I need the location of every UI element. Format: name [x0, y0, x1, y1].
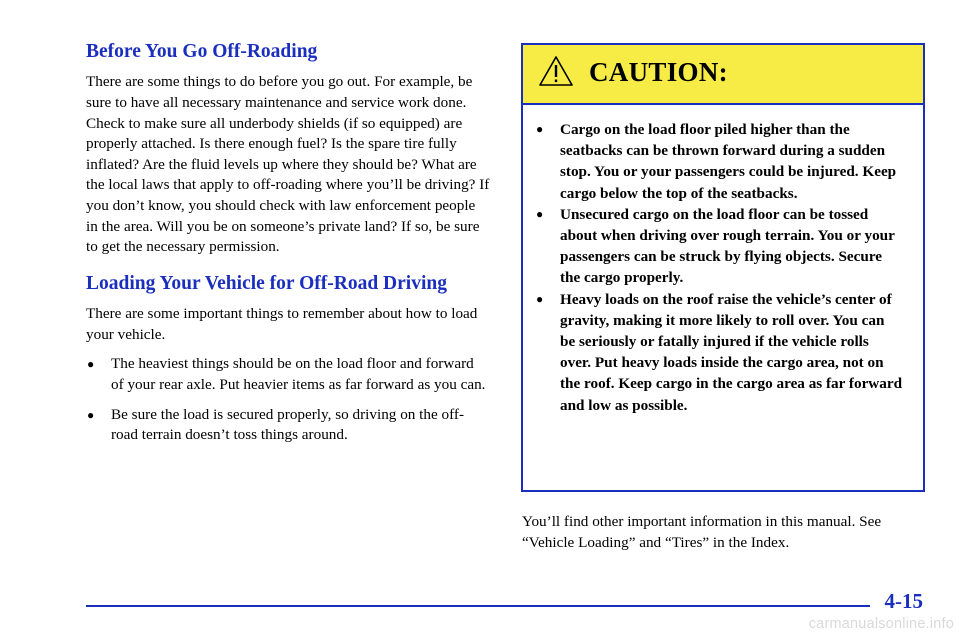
loading-bullet-list [86, 354, 490, 445]
warning-triangle-icon [538, 55, 574, 87]
list-item [523, 204, 923, 289]
page-number: 4-15 [884, 589, 923, 613]
footer-divider [86, 605, 870, 607]
bullet-icon: ● [536, 206, 544, 221]
list-item [523, 289, 923, 416]
left-column [86, 40, 490, 455]
bullet-icon: ● [536, 122, 544, 136]
caution-header [523, 45, 923, 105]
cross-reference-text: You’ll find other important information in this manual. See “Vehicle Loading” and “Tires” in the Index. [522, 513, 882, 551]
caution-item-text: Unsecured cargo on the load floor can be tossed about when driving over rough terrain. You or your passengers can be struck by flying objects. Secure the cargo properly. [560, 205, 895, 287]
section-heading-loading-vehicle: Loading Your Vehicle for Off-Road Driving [86, 272, 447, 294]
caution-title: CAUTION: [589, 57, 728, 87]
section-intro-loading-vehicle: There are some important things to remember about how to load your vehicle. [86, 305, 478, 343]
caution-item-text: Cargo on the load floor piled higher than the seatbacks can be thrown forward during a sudden stop. You or your passengers could be injured. Keep cargo below the top of the seatbacks. [560, 121, 897, 202]
bullet-icon: ● [87, 407, 95, 422]
section-paragraph-before-off-roading: There are some things to do before you go out. For example, be sure to have all necessary maintenance and service work done. Check to make sure all underbody shields (if so equipped) are properly attached. Is there enough fuel? Is the spare tire fully inflated? Are the fluid levels up where they should be? What are the local laws that apply to off-roading where you’ll be driving? If you don’t know, you should check with law enforcement people in the area. Will you be on someone’s private land? If so, be sure to get the necessary permission. [86, 73, 490, 256]
list-item-text: The heaviest things should be on the load floor and forward of your rear axle. Put heavier items as far forward as you can. [111, 355, 486, 393]
bullet-icon: ● [536, 291, 544, 306]
caution-list [523, 119, 923, 416]
list-item [523, 119, 923, 204]
list-item [86, 354, 490, 395]
watermark: carmanualsonline.info [808, 616, 954, 632]
caution-box [521, 43, 925, 492]
bullet-icon: ● [87, 357, 95, 372]
list-item [86, 405, 490, 446]
caution-item-text: Heavy loads on the roof raise the vehicle’s center of gravity, making it more likely to roll over. You can be seriously or fatally injured if the vehicle rolls over. Put heavy loads inside the cargo area, not on the roof. Keep cargo in the cargo area as far forward and low as possible. [560, 290, 903, 414]
list-item-text: Be sure the load is secured properly, so driving on the off-road terrain doesn’t toss things around. [111, 405, 465, 444]
section-heading-before-off-roading: Before You Go Off-Roading [86, 41, 318, 62]
